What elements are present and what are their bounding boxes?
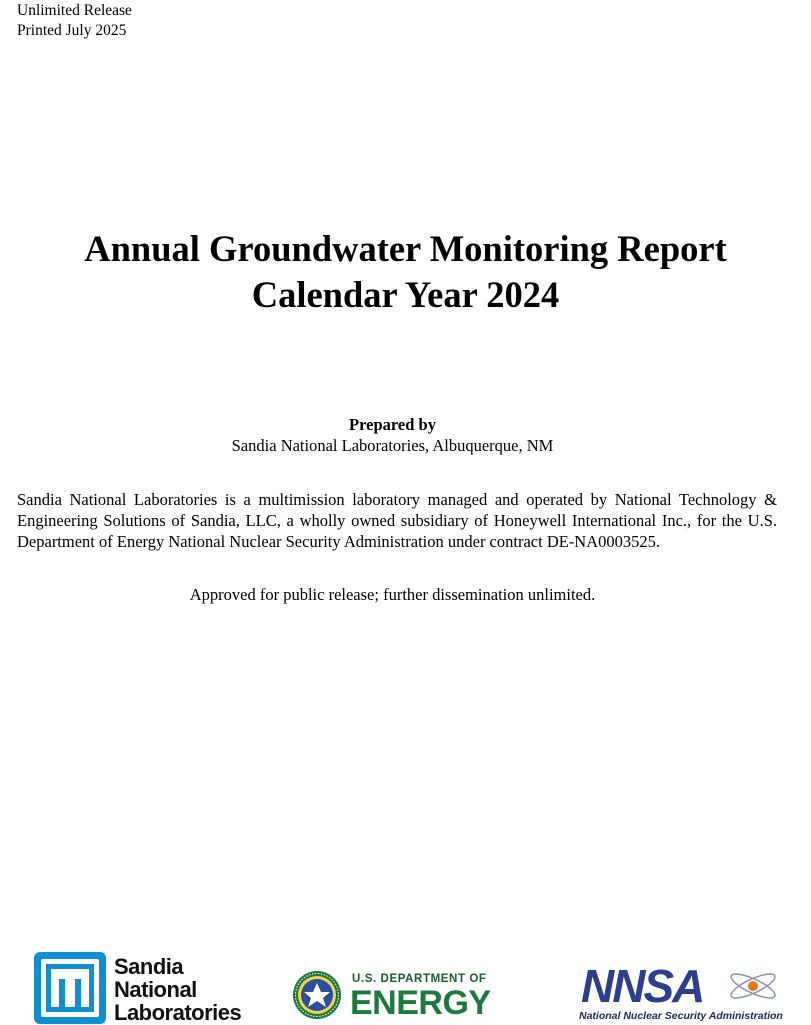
nnsa-fullname: National Nuclear Security Administration [579, 1010, 783, 1022]
sandia-thunderbird-icon [34, 952, 106, 1024]
approval-statement: Approved for public release; further dissemination unlimited. [189, 585, 596, 604]
report-title-line2: Calendar Year 2024 [251, 274, 560, 315]
doe-energy-wordmark: ENERGY [350, 984, 491, 1022]
sandia-logo [34, 952, 242, 1025]
report-title-line1: Annual Groundwater Monitoring Report [84, 228, 727, 269]
report-title [0, 226, 811, 318]
sandia-wordmark: Sandia National Laboratories [114, 954, 242, 1025]
doe-seal-icon [292, 970, 342, 1020]
nnsa-wordmark: NNSA [581, 960, 704, 1012]
prepared-by-label: Prepared by [349, 415, 436, 434]
prepared-by-block [0, 414, 785, 456]
release-info [17, 1, 132, 41]
management-statement: Sandia National Laboratories is a multimission laboratory managed and operated by National Technology & Engineering Solutions of Sandia, LLC, a wholly owned subsidiary of Honeywell International Inc., for the U.S. Department of Energy National Nuclear Security Administration under contract DE-NA0003525. [17, 490, 777, 551]
nnsa-atom-icon [727, 966, 779, 1006]
prepared-by-org: Sandia National Laboratories, Albuquerque, NM [231, 436, 554, 455]
doe-department-label: U.S. DEPARTMENT OF [352, 973, 487, 985]
release-status: Unlimited Release [17, 2, 132, 19]
doe-logo [292, 970, 512, 1024]
nnsa-logo [577, 962, 787, 1024]
logo-bar [0, 948, 811, 1024]
print-date: Printed July 2025 [17, 22, 127, 39]
